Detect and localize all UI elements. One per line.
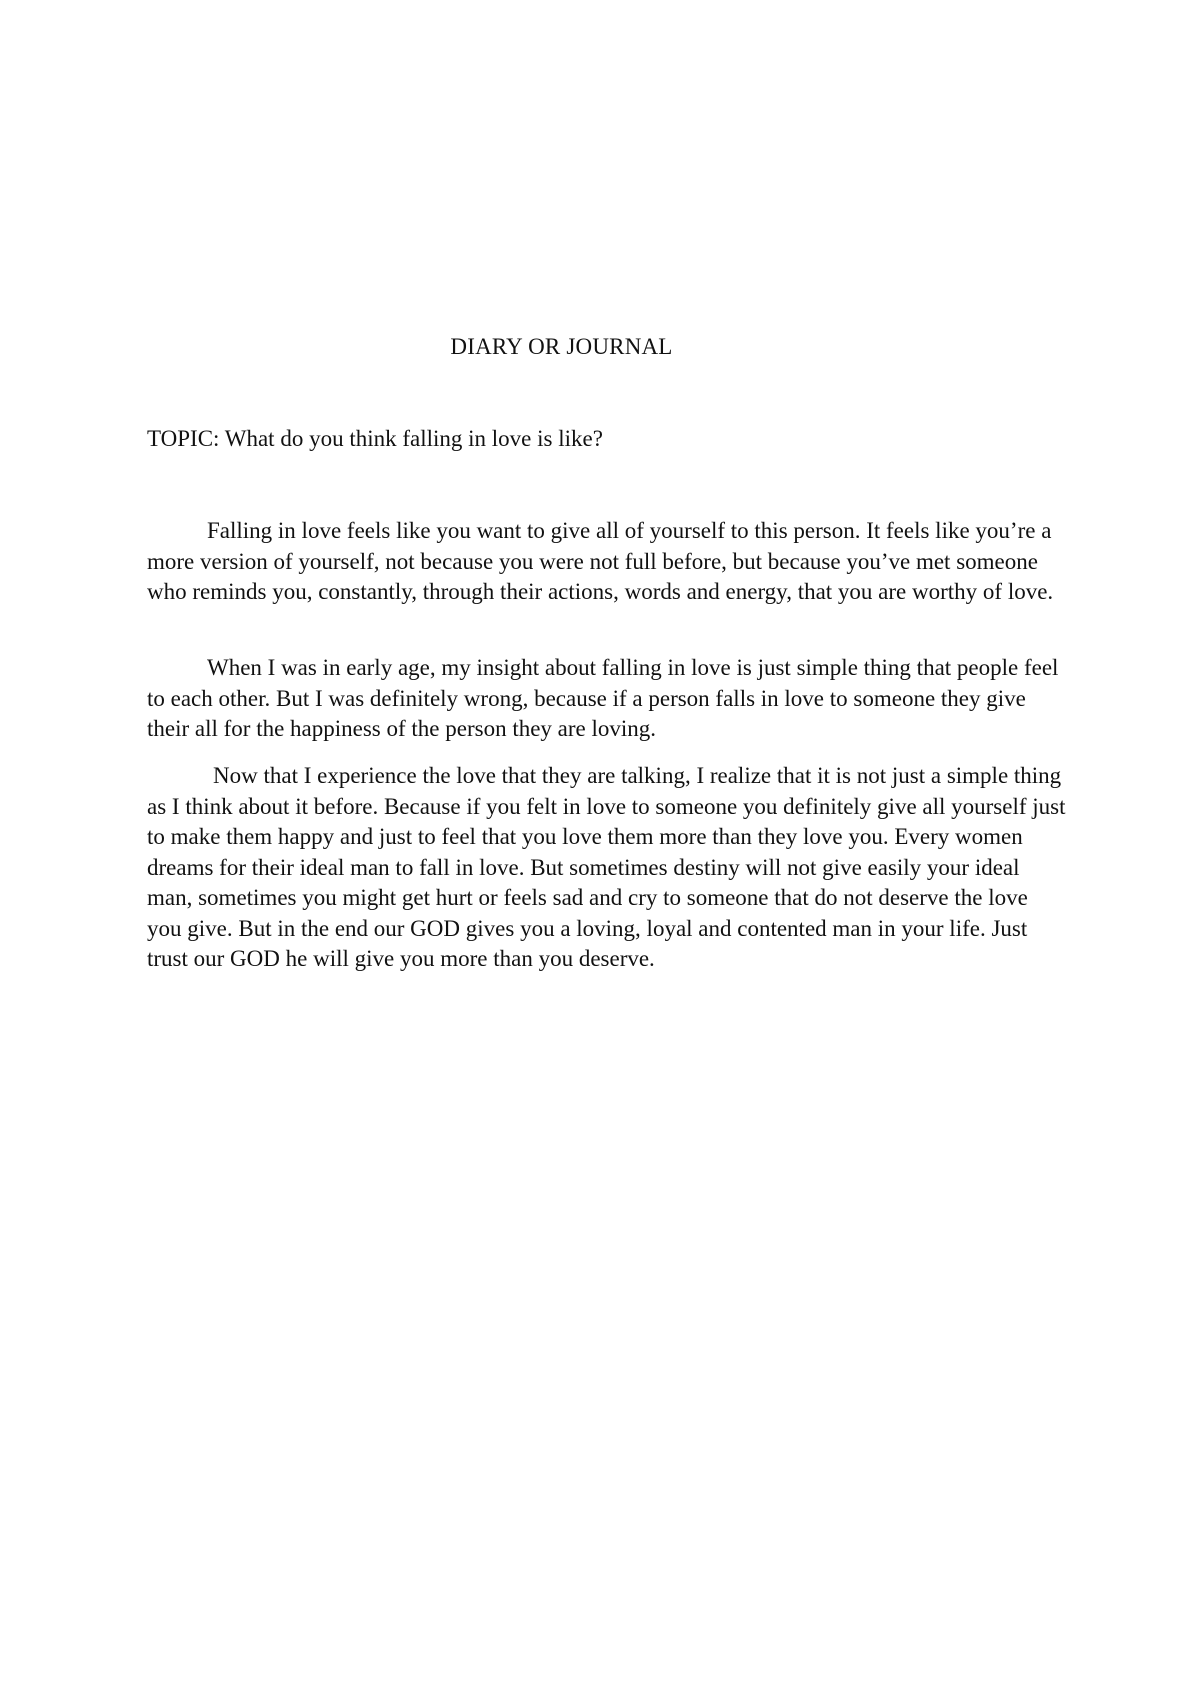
paragraph-1-text: Falling in love feels like you want to give all of yourself to this person. It feels like you’re a more version of yourself, not because you were not full before, but because you’ve met someone who reminds you, constantly, through their actions, words and energy, that you are worthy of love. (147, 518, 1054, 604)
paragraph-2-text: When I was in early age, my insight about falling in love is just simple thing that people feel to each other. But I was definitely wrong, because if a person falls in love to someone they give their all for the happiness of the person they are loving. (147, 655, 1059, 741)
paragraph-3-text: Now that I experience the love that they are talking, I realize that it is not just a simple thing as I think about it before. Because if you felt in love to someone you definitely give all yourself just to make them happy and just to feel that you love them more than they love you. Every women dreams for their ideal man to fall in love. But sometimes destiny will not give easily your ideal man, sometimes you might get hurt or feels sad and cry to someone that do not deserve the love you give. But in the end our GOD gives you a loving, loyal and contented man in your life. Just trust our GOD he will give you more than you deserve. (147, 763, 1066, 971)
document-topic: TOPIC: What do you think falling in love is like? (147, 426, 603, 451)
document-title: DIARY OR JOURNAL (450, 334, 673, 359)
paragraph-1 (147, 516, 1067, 608)
paragraph-3 (147, 761, 1067, 975)
paragraph-2 (147, 653, 1067, 745)
